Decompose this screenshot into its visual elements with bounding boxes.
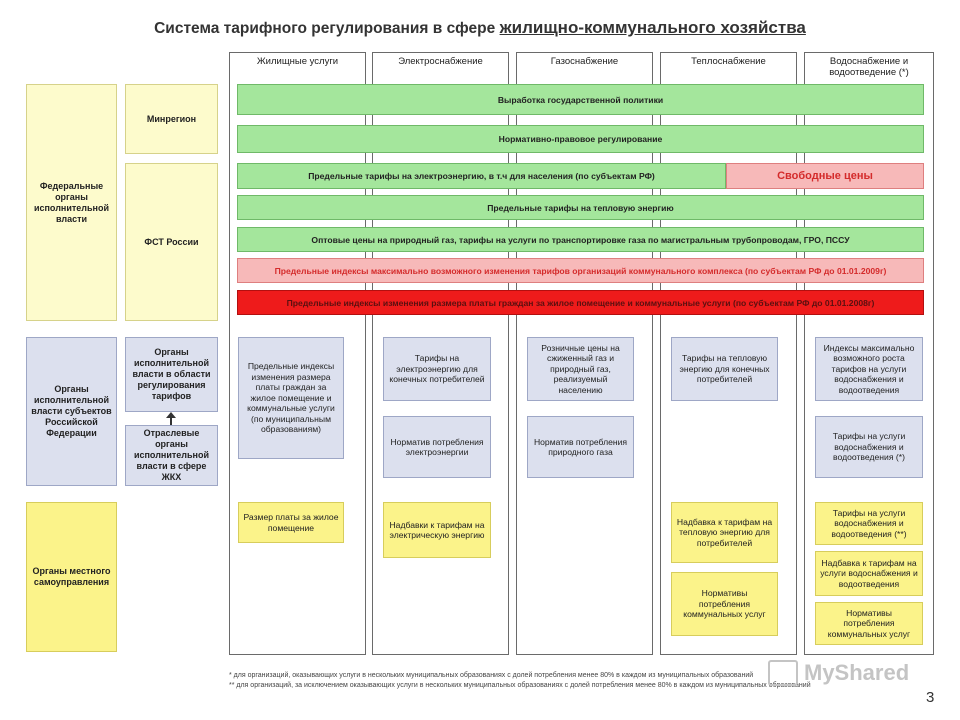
tariff-authority-box: Органы исполнительной власти в области регулирования тарифов bbox=[125, 337, 218, 412]
cell-heat-markup: Надбавка к тарифам на тепловую энергию для потребителей bbox=[671, 502, 778, 563]
bar-legal-regulation: Нормативно-правовое регулирование bbox=[237, 125, 924, 153]
minregion-box: Минрегион bbox=[125, 84, 218, 154]
bar-utility-indices: Предельные индексы максимально возможного изменения тарифов организаций коммунального комплекса (по субъектам РФ до 01.01.2009г) bbox=[237, 258, 924, 283]
cell-housing-payment: Размер платы за жилое помещение bbox=[238, 502, 344, 543]
bar-electricity-tariffs: Предельные тарифы на электроэнергию, в т.ч для населения (по субъектам РФ) bbox=[237, 163, 726, 189]
sector-authority-box: Отраслевые органы исполнительной власти в сфере ЖКХ bbox=[125, 425, 218, 486]
column-header-housing: Жилищные услуги bbox=[256, 56, 339, 67]
cell-housing-indices: Предельные индексы изменения размера платы граждан за жилое помещение и коммунальные услуги (по муниципальным образованиям) bbox=[238, 337, 344, 459]
cell-water-norms: Нормативы потребления коммунальных услуг bbox=[815, 602, 923, 645]
cell-water-tariffs-subject: Тарифы на услуги водоснабжения и водоотведения (*) bbox=[815, 416, 923, 478]
watermark-icon bbox=[768, 660, 798, 686]
cell-electricity-norm: Норматив потребления электроэнергии bbox=[383, 416, 491, 478]
local-government-box: Органы местного самоуправления bbox=[26, 502, 117, 652]
cell-gas-retail: Розничные цены на сжиженный газ и природный газ, реализуемый населению bbox=[527, 337, 634, 401]
cell-heat-norms: Нормативы потребления коммунальных услуг bbox=[671, 572, 778, 636]
cell-water-markup: Надбавка к тарифам на услуги водоснабжения и водоотведения bbox=[815, 551, 923, 596]
bar-free-prices: Свободные цены bbox=[726, 163, 924, 189]
column-header-electricity: Электроснабжение bbox=[398, 56, 483, 67]
footnote-2: ** для организаций, за исключением оказывающих услуги в нескольких муниципальных образованиях с долей потребления менее 80% в каждом из муниципальных образований bbox=[229, 682, 811, 689]
arrow-up-icon bbox=[166, 412, 176, 418]
column-header-heat: Теплоснабжение bbox=[691, 56, 766, 67]
title-highlight: жилищно-коммунального хозяйства bbox=[499, 18, 806, 37]
page-title bbox=[0, 18, 960, 38]
watermark-logo: MyShared bbox=[804, 660, 910, 685]
cell-water-indices: Индексы максимально возможного роста тарифов на услуги водоснабжения и водоотведения bbox=[815, 337, 923, 401]
cell-gas-norm: Норматив потребления природного газа bbox=[527, 416, 634, 478]
cell-electricity-markup: Надбавки к тарифам на электрическую энергию bbox=[383, 502, 491, 558]
cell-water-tariffs-local: Тарифы на услуги водоснабжения и водоотведения (**) bbox=[815, 502, 923, 545]
bar-state-policy: Выработка государственной политики bbox=[237, 84, 924, 115]
federal-authorities-box: Федеральные органы исполнительной власти bbox=[26, 84, 117, 321]
regional-authorities-box: Органы исполнительной власти субъектов Российской Федерации bbox=[26, 337, 117, 486]
column-header-water: Водоснабжение и водоотведение (*) bbox=[829, 56, 909, 78]
cell-heat-tariffs: Тарифы на тепловую энергию для конечных потребителей bbox=[671, 337, 778, 401]
bar-payment-indices: Предельные индексы изменения размера платы граждан за жилое помещение и коммунальные услуги (по субъектам РФ до 01.01.2008г) bbox=[237, 290, 924, 315]
fst-russia-box: ФСТ России bbox=[125, 163, 218, 321]
footnote-1: * для организаций, оказывающих услуги в нескольких муниципальных образованиях с долей потребления менее 80% в каждом из муниципальных образований bbox=[229, 672, 754, 679]
page-number: 3 bbox=[926, 689, 935, 706]
column-header-gas: Газоснабжение bbox=[550, 56, 619, 67]
title-main: Система тарифного регулирования в сфере bbox=[154, 20, 496, 37]
cell-electricity-tariffs: Тарифы на электроэнергию для конечных потребителей bbox=[383, 337, 491, 401]
bar-heat-tariffs: Предельные тарифы на тепловую энергию bbox=[237, 195, 924, 220]
bar-gas-prices: Оптовые цены на природный газ, тарифы на услуги по транспортировке газа по магистральным трубопроводам, ГРО, ПССУ bbox=[237, 227, 924, 252]
